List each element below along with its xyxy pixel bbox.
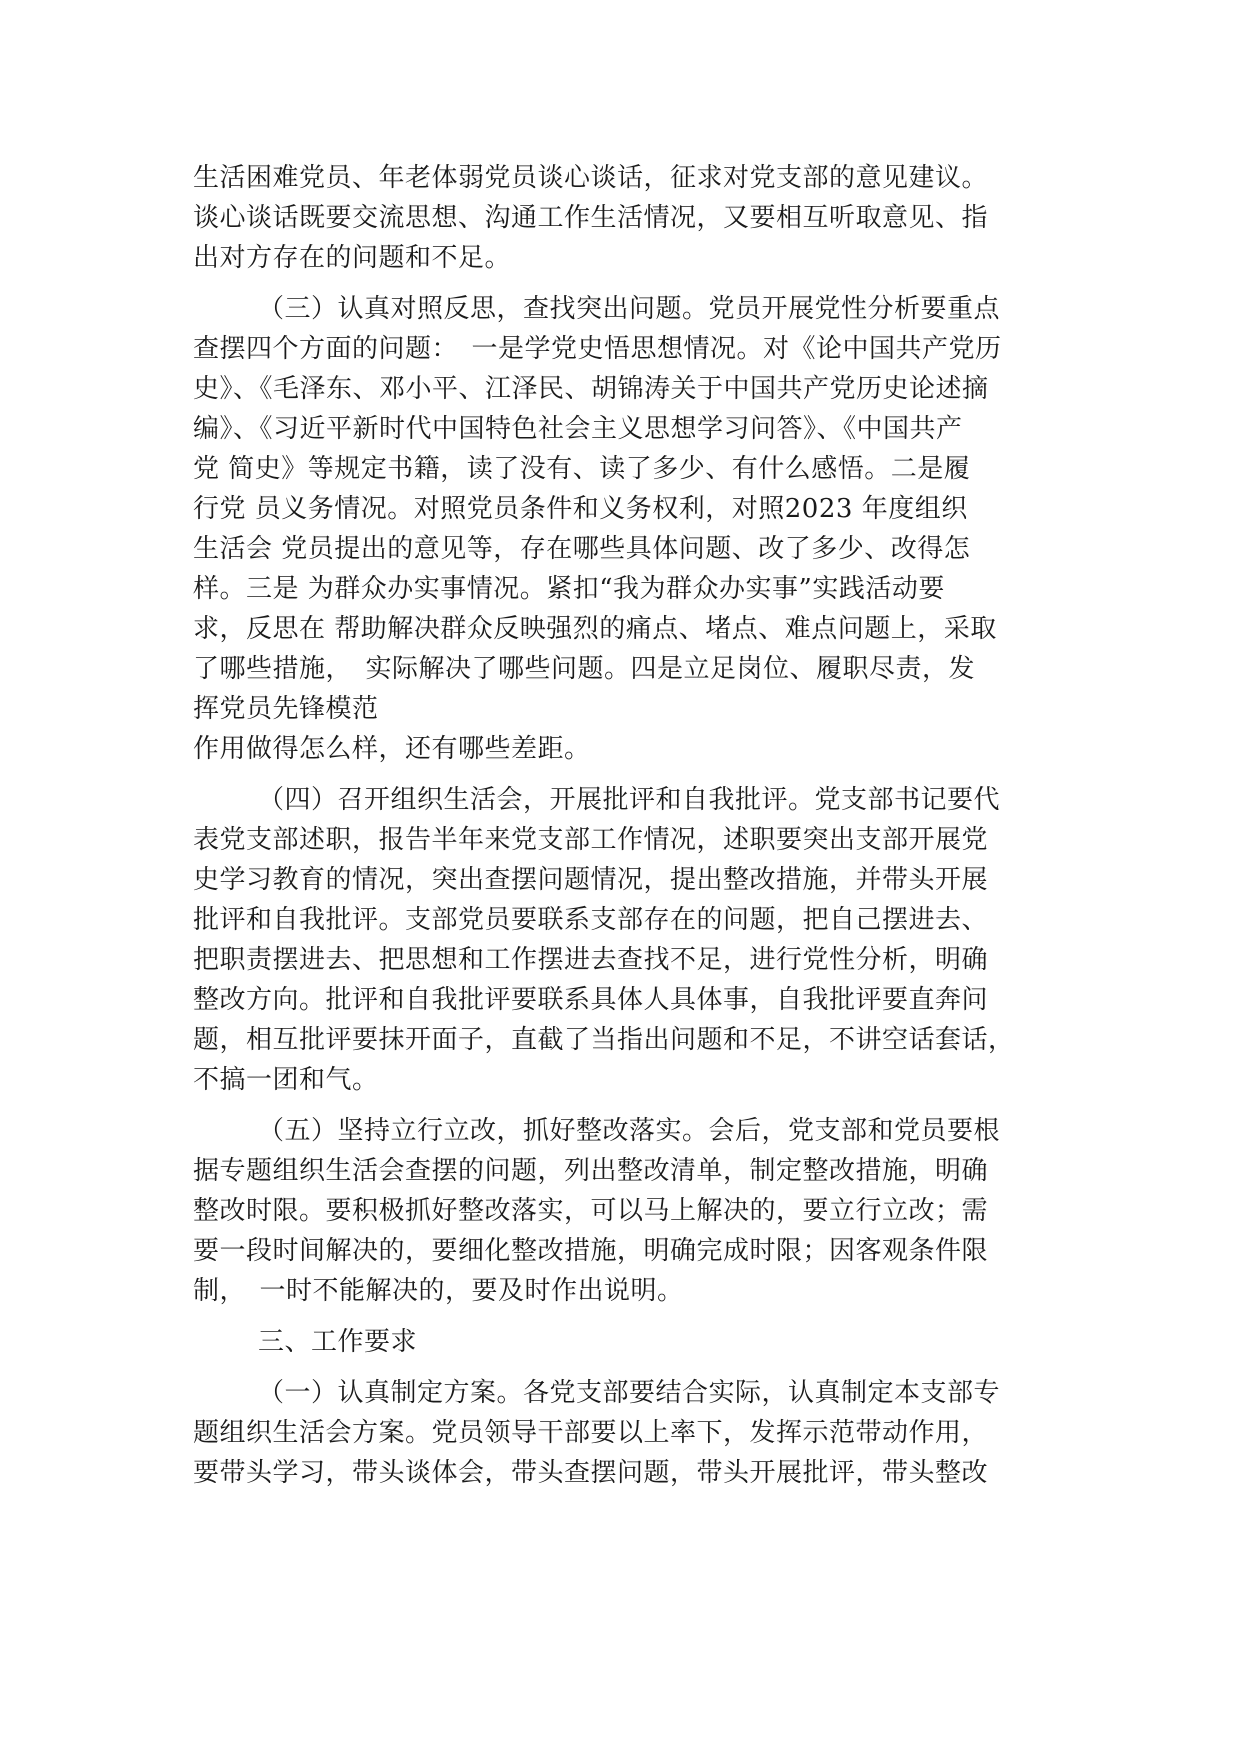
body-text	[193, 158, 1053, 1493]
text-line: 表党支部述职，报告半年来党支部工作情况，述职要突出支部开展党	[193, 825, 989, 855]
text-line: 样。三是 为群众办实事情况。紧扣“我为群众办实事”实践活动要	[193, 574, 945, 604]
text-line: 党 简史》等规定书籍，读了没有、读了多少、有什么感悟。二是履	[193, 454, 971, 484]
paragraph-start-line: （四）召开组织生活会，开展批评和自我批评。党支部书记要代	[258, 785, 1001, 815]
paragraph-start-line: （一）认真制定方案。各党支部要结合实际，认真制定本支部专	[258, 1378, 1001, 1408]
text-line: 题，相互批评要抹开面子，直截了当指出问题和不足，不讲空话套话，	[193, 1025, 1015, 1055]
text-line: 史学习教育的情况，突出查摆问题情况，提出整改措施，并带头开展	[193, 865, 989, 895]
paragraph-start-line: （三）认真对照反思，查找突出问题。党员开展党性分析要重点	[258, 294, 1001, 324]
text-line: 不搞一团和气。	[193, 1065, 379, 1095]
text-line: 生活困难党员、年老体弱党员谈心谈话，征求对党支部的意见建议。	[193, 163, 989, 193]
text-line: 要一段时间解决的，要细化整改措施，明确完成时限；因客观条件限	[193, 1236, 989, 1266]
paragraph-start-line: （五）坚持立行立改，抓好整改落实。会后，党支部和党员要根	[258, 1116, 1001, 1146]
text-line: 作用做得怎么样，还有哪些差距。	[193, 734, 591, 764]
text-line: 挥党员先锋模范	[193, 694, 379, 724]
text-line: 批评和自我批评。支部党员要联系支部存在的问题，把自己摆进去、	[193, 905, 989, 935]
text-line: 了哪些措施， 实际解决了哪些问题。四是立足岗位、履职尽责，发	[193, 654, 976, 684]
text-line: 题组织生活会方案。党员领导干部要以上率下，发挥示范带动作用，	[193, 1418, 989, 1448]
text-line: 生活会 党员提出的意见等，存在哪些具体问题、改了多少、改得怎	[193, 534, 971, 564]
text-line: 谈心谈话既要交流思想、沟通工作生活情况，又要相互听取意见、指	[193, 203, 989, 233]
text-line: 史》、《毛泽东、邓小平、江泽民、胡锦涛关于中国共产党历史论述摘	[193, 374, 989, 404]
text-line: 据专题组织生活会查摆的问题，列出整改清单，制定整改措施，明确	[193, 1156, 989, 1186]
text-line: 行党 员义务情况。对照党员条件和义务权利，对照2023 年度组织	[193, 494, 968, 524]
section-heading: 三、工作要求	[258, 1327, 418, 1357]
text-line: 整改方向。批评和自我批评要联系具体人具体事，自我批评要直奔问	[193, 985, 989, 1015]
text-line: 制， 一时不能解决的，要及时作出说明。	[193, 1276, 684, 1306]
text-line: 出对方存在的问题和不足。	[193, 243, 512, 273]
text-line: 求，反思在 帮助解决群众反映强烈的痛点、堵点、难点问题上，采取	[193, 614, 997, 644]
text-line: 整改时限。要积极抓好整改落实，可以马上解决的，要立行立改；需	[193, 1196, 989, 1226]
text-line: 要带头学习，带头谈体会，带头查摆问题，带头开展批评，带头整改	[193, 1458, 989, 1488]
text-line: 编》、《习近平新时代中国特色社会主义思想学习问答》、《中国共产	[193, 414, 963, 444]
text-line: 把职责摆进去、把思想和工作摆进去查找不足，进行党性分析，明确	[193, 945, 989, 975]
text-line: 查摆四个方面的问题： 一是学党史悟思想情况。对《论中国共产党历	[193, 334, 1002, 364]
